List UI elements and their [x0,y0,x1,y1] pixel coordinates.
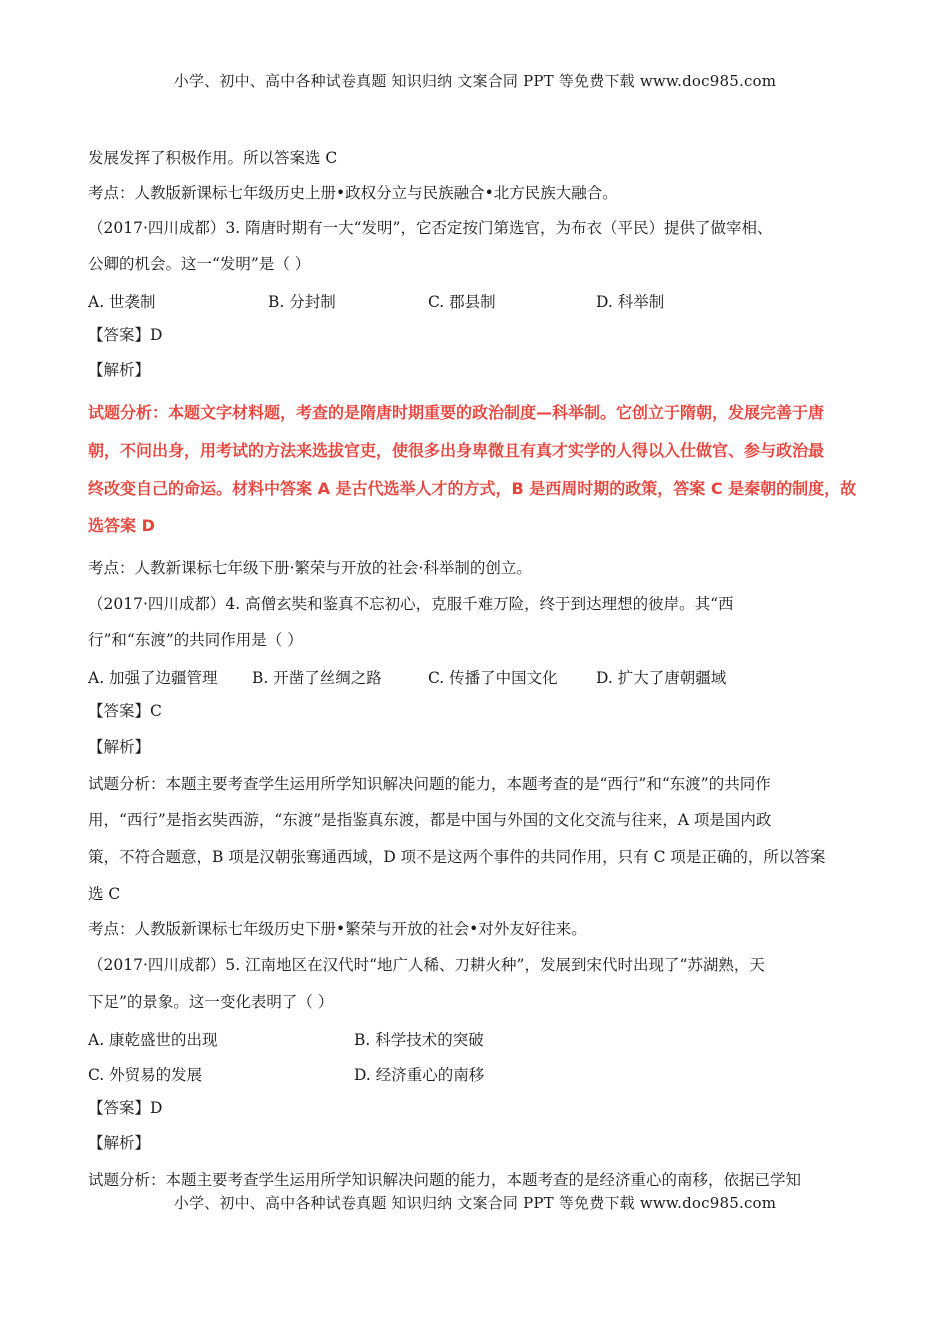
q3-analysis-line-1: 试题分析：本题文字材料题，考查的是隋唐时期重要的政治制度—科举制。它创立于隋朝，发展完善于唐 [88,403,825,422]
q4-kaodian: 考点：人教版新课标七年级历史下册•繁荣与开放的社会•对外友好往来。 [88,920,587,938]
q5-options-row-2 [88,1063,868,1083]
q4-analysis-line-4: 选 C [88,885,121,903]
q3-option-d: D. 科举制 [596,293,665,311]
q3-analysis-line-3: 终改变自己的命运。材料中答案 A 是古代选举人才的方式，B 是西周时期的政策，答案 C 是秦朝的制度，故 [88,479,857,498]
q4-analysis-line-3: 策，不符合题意，B 项是汉朝张骞通西域，D 项不是这两个事件的共同作用，只有 C 项是正确的，所以答案 [88,848,826,866]
q3-stem-line-2: 公卿的机会。这一“发明”是（ ） [88,255,311,273]
q3-analysis-line-2: 朝，不问出身，用考试的方法来选拔官吏，使很多出身卑微且有真才实学的人得以入仕做官、参与政治最 [88,441,825,460]
q4-analysis-line-2: 用，“西行”是指玄奘西游，“东渡”是指鉴真东渡，都是中国与外国的文化交流与往来，A 项是国内政 [88,811,772,829]
q3-stem-line-1: （2017·四川成都）3. 隋唐时期有一大“发明”，它否定按门第选官，为布衣（平民）提供了做宰相、 [88,219,773,237]
q3-kaodian: 考点：人教新课标七年级下册·繁荣与开放的社会·科举制的创立。 [88,559,532,577]
q5-answer: 【答案】D [88,1099,163,1117]
q5-option-c: C. 外贸易的发展 [88,1066,203,1084]
q3-option-a: A. 世袭制 [88,293,156,311]
q3-option-c: C. 郡县制 [428,293,496,311]
intro-kaodian: 考点：人教版新课标七年级历史上册•政权分立与民族融合•北方民族大融合。 [88,184,618,202]
q5-option-d: D. 经济重心的南移 [354,1066,485,1084]
q3-option-b: B. 分封制 [268,293,336,311]
q3-options [88,290,868,310]
intro-continuation: 发展发挥了积极作用。所以答案选 C [88,149,338,167]
q5-option-a: A. 康乾盛世的出现 [88,1031,218,1049]
q4-option-b: B. 开凿了丝绸之路 [252,669,382,687]
q3-answer: 【答案】D [88,326,163,344]
q4-option-c: C. 传播了中国文化 [428,669,558,687]
q5-analysis-line-1: 试题分析：本题主要考查学生运用所学知识解决问题的能力，本题考查的是经济重心的南移，依据已学知 [88,1171,802,1189]
q4-answer: 【答案】C [88,702,162,720]
q3-jiexi-label: 【解析】 [88,361,151,379]
q4-option-d: D. 扩大了唐朝疆域 [596,669,727,687]
q4-stem-line-1: （2017·四川成都）4. 高僧玄奘和鉴真不忘初心，克服千难万险，终于到达理想的彼岸。其“西 [88,595,734,613]
q3-analysis-line-4: 选答案 D [88,516,155,535]
q4-options [88,666,868,686]
q4-option-a: A. 加强了边疆管理 [88,669,218,687]
q5-stem-line-1: （2017·四川成都）5. 江南地区在汉代时“地广人稀、刀耕火种”，发展到宋代时出现了“苏湖熟，天 [88,956,765,974]
q4-stem-line-2: 行”和“东渡”的共同作用是（ ） [88,631,303,649]
q4-jiexi-label: 【解析】 [88,738,151,756]
q5-option-b: B. 科学技术的突破 [354,1031,484,1049]
page-header: 小学、初中、高中各种试卷真题 知识归纳 文案合同 PPT 等免费下载 www.doc985.com [173,72,777,90]
q4-analysis-line-1: 试题分析：本题主要考查学生运用所学知识解决问题的能力，本题考查的是“西行”和“东渡”的共同作 [88,775,771,793]
q5-jiexi-label: 【解析】 [88,1134,151,1152]
q5-stem-line-2: 下足”的景象。这一变化表明了（ ） [88,993,334,1011]
page-footer: 小学、初中、高中各种试卷真题 知识归纳 文案合同 PPT 等免费下载 www.doc985.com [173,1194,777,1212]
q5-options-row-1 [88,1028,868,1048]
